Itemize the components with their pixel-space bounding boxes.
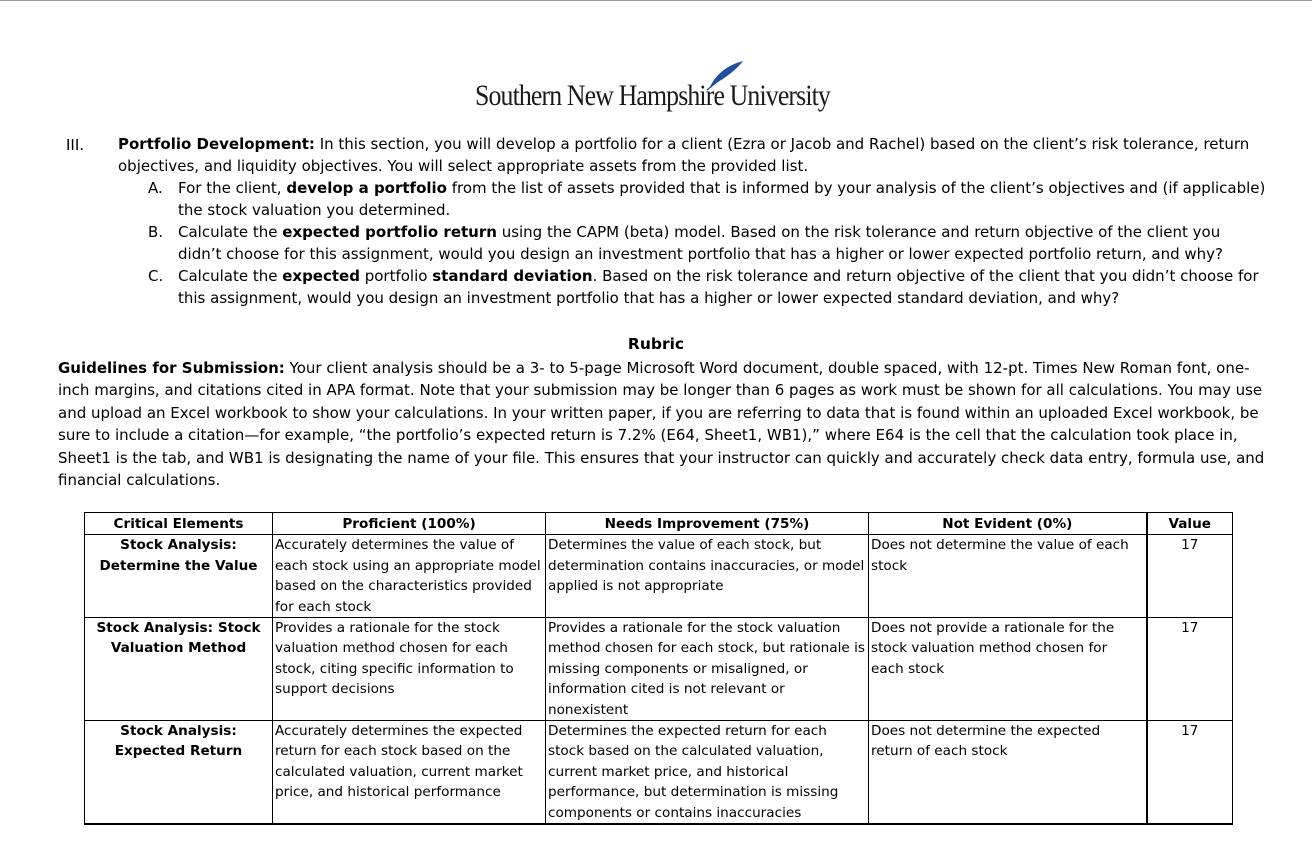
critical-element-cell: Stock Analysis: Stock Valuation Method (85, 618, 273, 721)
task-item-b (148, 221, 1266, 265)
university-logo (475, 59, 845, 121)
value-cell: 17 (1147, 721, 1233, 825)
logo-text-before: Southern New Hamps (475, 79, 688, 112)
task-list (66, 177, 1266, 309)
guidelines-text: Your client analysis should be a 3- to 5-page Microsoft Word document, double spaced, with 12-pt. Times New Roman font, one-inch margins, and citations cited in APA format. Note that your submission may be longer than 6 pages as work must be shown for all calculations. You may use and upload an Excel workbook to show your calculations. In your written paper, if you are referring to data that is found within an uploaded Excel workbook, be sure to include a citation—for example, “the portfolio’s expected return is 7.2% (E64, Sheet1, WB1),” where E64 is the cell that the calculation took place in, Sheet1 is the tab, and WB1 is designating the name of your file. This ensures that your instructor can quickly and accurately check data entry, formula use, and financial calculations. (58, 359, 1265, 490)
proficient-cell: Provides a rationale for the stock valuation method chosen for each stock, citing specific information to support decisions (273, 618, 546, 721)
rubric-title: Rubric (627, 335, 685, 353)
header-not-evident: Not Evident (0%) (869, 513, 1147, 535)
table-row (85, 618, 1233, 721)
needs-improvement-cell: Provides a rationale for the stock valuation method chosen for each stock, but rationale is missing components or misaligned, or information cited is not relevant or nonexistent (546, 618, 869, 721)
not-evident-cell: Does not provide a rationale for the stock valuation method chosen for each stock (869, 618, 1147, 721)
logo-wordmark (475, 79, 830, 113)
table-header-row (85, 513, 1233, 535)
task-text: Calculate the (178, 223, 283, 241)
section-heading: Portfolio Development: (118, 135, 315, 153)
value-cell: 17 (1147, 535, 1233, 618)
not-evident-cell: Does not determine the value of each stock (869, 535, 1147, 618)
header-needs-improvement: Needs Improvement (75%) (546, 513, 869, 535)
task-text: Calculate the (178, 267, 283, 285)
submission-guidelines (58, 357, 1266, 491)
task-text: portfolio (359, 267, 433, 285)
guidelines-label: Guidelines for Submission: (58, 359, 285, 377)
section-intro: In this section, you will develop a portfolio for a client (Ezra or Jacob and Rachel) based on the client’s risk tolerance, return objectives, and liquidity objectives. You will select appropriate assets from the provided list. (118, 135, 1250, 175)
table-row (85, 535, 1233, 618)
proficient-cell: Accurately determines the expected return for each stock based on the calculated valuation, current market price, and historical performance (273, 721, 546, 825)
logo-h-letter: h (687, 79, 700, 112)
header-critical-elements: Critical Elements (85, 513, 273, 535)
portfolio-development-section (66, 133, 1266, 309)
table-row (85, 721, 1233, 825)
task-text: using the CAPM (beta) model. Based on the risk tolerance and return objective of the client you didn’t choose for this assignment, would you design an investment portfolio that has a higher or lower expected portfolio return, and why? (178, 223, 1224, 263)
task-letter: C. (148, 267, 164, 285)
critical-element-cell: Stock Analysis: Expected Return (85, 721, 273, 825)
not-evident-cell: Does not determine the expected return of each stock (869, 721, 1147, 825)
task-text: For the client, (178, 179, 287, 197)
task-text: . Based on the risk tolerance and return objective of the client that you didn’t choose for this assignment, would you design an investment portfolio that has a higher or lower expected standard deviation, and why? (178, 267, 1259, 307)
section-intro-paragraph (118, 133, 1266, 177)
feather-icon (705, 59, 745, 91)
needs-improvement-cell: Determines the expected return for each stock based on the calculated valuation, current market price, and historical performance, but determination is missing components or contains inaccuracies (546, 721, 869, 825)
proficient-cell: Accurately determines the value of each stock using an appropriate model based on the characteristics provided for each stock (273, 535, 546, 618)
task-bold: expected (282, 267, 360, 285)
needs-improvement-cell: Determines the value of each stock, but determination contains inaccuracies, or model applied is not appropriate (546, 535, 869, 618)
task-text: from the list of assets provided that is informed by your analysis of the client’s objectives and (if applicable) the stock valuation you determined. (178, 179, 1266, 219)
task-bold: standard deviation (432, 267, 593, 285)
header-proficient: Proficient (100%) (273, 513, 546, 535)
task-letter: B. (148, 223, 164, 241)
task-letter: A. (148, 179, 163, 197)
logo-text-after: ire University (699, 79, 830, 112)
task-item-a (148, 177, 1266, 221)
task-bold: develop a portfolio (286, 179, 447, 197)
rubric-table (84, 512, 1233, 825)
value-cell: 17 (1147, 618, 1233, 721)
header-value: Value (1147, 513, 1233, 535)
critical-element-cell: Stock Analysis: Determine the Value (85, 535, 273, 618)
task-item-c (148, 265, 1266, 309)
task-bold: expected portfolio return (282, 223, 497, 241)
section-numeral: III. (66, 136, 85, 154)
